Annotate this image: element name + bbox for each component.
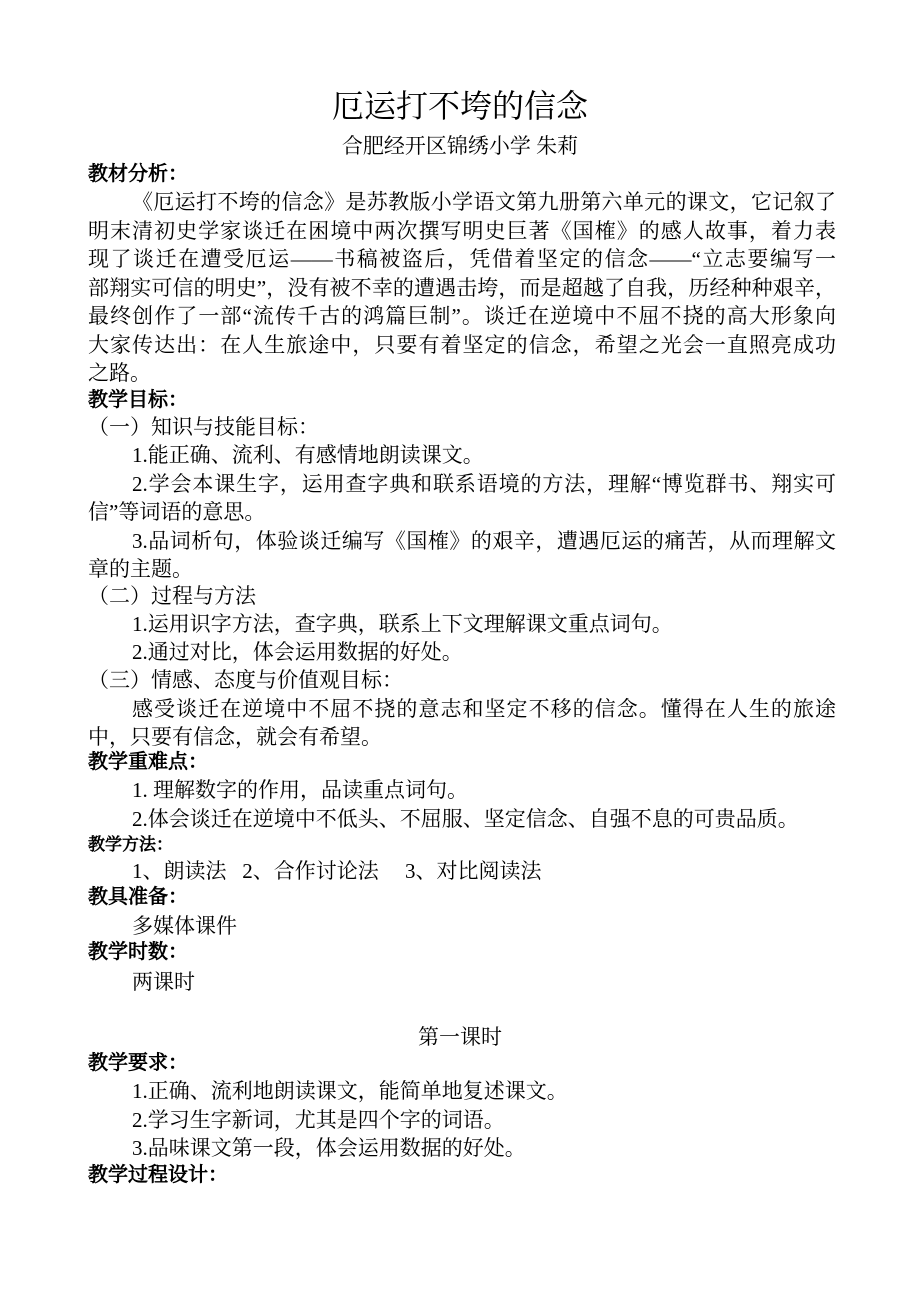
list-item: 2.体会谈迁在逆境中不低头、不屈服、坚定信念、自强不息的可贵品质。 xyxy=(132,807,799,831)
section-heading-key-points: 教学重难点： xyxy=(88,751,208,773)
list-item: 2.通过对比，体会运用数据的好处。 xyxy=(132,640,463,664)
section-heading-tools: 教具准备： xyxy=(88,886,188,908)
section-heading-hours: 教学时数： xyxy=(88,941,188,963)
list-item: 1.正确、流利地朗读课文，能简单地复述课文。 xyxy=(132,1079,568,1103)
lesson-title: 第一课时 xyxy=(418,1025,502,1049)
hours-text: 两课时 xyxy=(132,970,195,994)
methods-text: 1、朗读法 2、合作讨论法 3、对比阅读法 xyxy=(132,859,542,883)
paragraph-line: 之路。 xyxy=(88,361,151,385)
subheading: （二）过程与方法 xyxy=(88,584,256,608)
list-item: 1.运用识字方法，查字典，联系上下文理解课文重点词句。 xyxy=(132,612,673,636)
list-item: 2.学会本课生字，运用查字典和联系语境的方法，理解“博览群书、翔实可 xyxy=(132,472,836,496)
list-item: 3.品味课文第一段，体会运用数据的好处。 xyxy=(132,1136,526,1160)
paragraph-line: 现了谈迁在遭受厄运——书稿被盗后，凭借着坚定的信念——“立志要编写一 xyxy=(88,247,836,271)
list-item: 1. 理解数字的作用，品读重点词句。 xyxy=(132,778,468,802)
list-item: 2.学习生字新词，尤其是四个字的词语。 xyxy=(132,1108,505,1132)
section-heading-requirements: 教学要求： xyxy=(88,1052,188,1074)
paragraph-line: 大家传达出：在人生旅途中，只要有着坚定的信念，希望之光会一直照亮成功 xyxy=(88,333,836,357)
paragraph-line: 感受谈迁在逆境中不屈不挠的意志和坚定不移的信念。懂得在人生的旅途 xyxy=(132,697,836,721)
paragraph-line: 中，只要有信念，就会有希望。 xyxy=(88,725,382,749)
list-item: 章的主题。 xyxy=(88,557,193,581)
subheading: （一）知识与技能目标： xyxy=(88,415,319,439)
list-item: 3.品词析句，体验谈迁编写《国榷》的艰辛，遭遇厄运的痛苦，从而理解文 xyxy=(132,529,836,553)
document-title: 厄运打不垮的信念 xyxy=(331,88,588,124)
section-heading-methods: 教学方法： xyxy=(88,835,173,854)
list-item: 信”等词语的意思。 xyxy=(88,500,266,524)
paragraph-line: 明末清初史学家谈迁在困境中两次撰写明史巨著《国榷》的感人故事，着力表 xyxy=(88,219,836,243)
tools-text: 多媒体课件 xyxy=(132,914,237,938)
paragraph-line: 《厄运打不垮的信念》是苏教版小学语文第九册第六单元的课文，它记叙了 xyxy=(132,190,836,214)
section-heading-goals: 教学目标： xyxy=(88,389,188,411)
section-heading-process: 教学过程设计： xyxy=(88,1164,228,1186)
paragraph-line: 部翔实可信的明史”，没有被不幸的遭遇击垮，而是超越了自我，历经种种艰辛， xyxy=(88,276,836,300)
subheading: （三）情感、态度与价值观目标： xyxy=(88,668,403,692)
author-line: 合肥经开区锦绣小学 朱莉 xyxy=(341,134,579,158)
paragraph-line: 最终创作了一部“流传千古的鸿篇巨制”。谈迁在逆境中不屈不挠的高大形象向 xyxy=(88,304,836,328)
section-heading-analysis: 教材分析： xyxy=(88,163,188,185)
list-item: 1.能正确、流利、有感情地朗读课文。 xyxy=(132,443,484,467)
